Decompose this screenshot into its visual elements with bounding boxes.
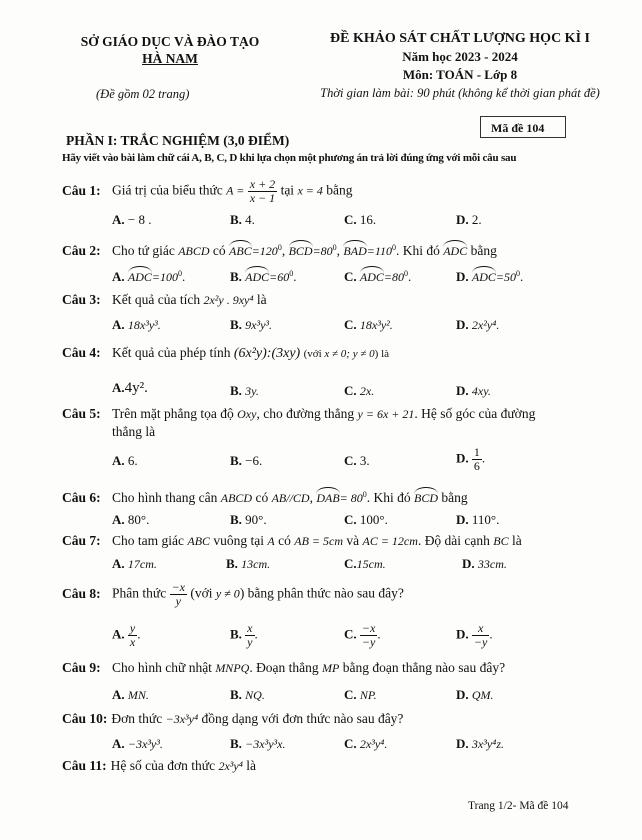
option-key: B. [230, 453, 242, 468]
option-text: 100°. [359, 512, 388, 527]
question-5 [62, 406, 535, 422]
option-key: D. [462, 556, 475, 571]
option-b[interactable]: B. $ADC=60^0$. [230, 266, 297, 285]
option-d[interactable]: D. $\frac{x}{-y}$ . [456, 621, 493, 649]
fraction [248, 178, 277, 205]
option-a[interactable] [112, 453, 138, 469]
angle: ADC [443, 240, 467, 259]
exam-title: ĐỀ KHẢO SÁT CHẤT LƯỢNG HỌC KÌ I [330, 31, 590, 46]
math-expr: y = 6x + 21 [357, 407, 415, 421]
option-d[interactable]: D. $ADC=50^0$. [456, 266, 523, 285]
question-2: Câu 2: Cho tứ giác ABCD có $ABC=120^0$, $BCD=80^0$, $BAD=110^0$. Khi đó ADC bằng [62, 240, 497, 259]
question-label: Câu 5: [62, 406, 101, 421]
option-text: 2x³y⁴. [359, 737, 388, 751]
option-c[interactable] [344, 453, 370, 469]
question-11 [62, 758, 256, 774]
option-text: =60 [269, 270, 290, 284]
option-text: =80 [383, 270, 404, 284]
option-text: 4y². [124, 380, 148, 396]
question-3 [62, 292, 267, 308]
option-c[interactable] [344, 383, 374, 399]
option-text: −3x³y³. [127, 737, 163, 751]
option-key: A. [112, 736, 125, 751]
option-text: NP. [359, 688, 377, 702]
question-7 [62, 533, 522, 549]
math-expr: =120 [251, 244, 278, 258]
question-text: ) bằng phân thức nào sau đây? [239, 585, 404, 601]
option-text: 18x³y³. [127, 318, 161, 332]
numerator: x [247, 621, 253, 635]
angle: ADC [360, 266, 384, 285]
option-d[interactable] [456, 317, 499, 333]
option-key: D. [456, 269, 469, 284]
option-key: A. [112, 269, 125, 284]
question-label: Câu 7: [62, 533, 101, 548]
option-text: 3. [359, 453, 370, 468]
question-text: bằng [322, 182, 353, 198]
question-text: là [508, 533, 522, 548]
option-b[interactable] [230, 317, 272, 333]
section-instruction: Hãy viết vào bài làm chữ cái A, B, C, D khi lựa chọn một phương án trả lời đúng ứng với mỗi câu sau [62, 152, 517, 164]
option-text: −6. [245, 453, 263, 468]
question-text: (với [303, 348, 325, 360]
page-footer: Trang 1/2- Mã đề 104 [468, 800, 569, 812]
option-key: C. [344, 383, 357, 398]
math-expr: 2x³y⁴ [218, 759, 243, 773]
question-text: bằng [467, 243, 497, 258]
option-text: 16. [359, 212, 377, 227]
option-key: B. [230, 212, 242, 227]
degree: 0 [289, 269, 294, 278]
option-c[interactable] [344, 512, 388, 528]
department-name: SỞ GIÁO DỤC VÀ ĐÀO TẠO [80, 34, 260, 49]
math-expr: =110 [366, 244, 392, 258]
math-expr: ABC [187, 534, 211, 548]
option-text: =100 [151, 270, 178, 284]
fraction [128, 622, 137, 649]
option-a[interactable] [112, 556, 157, 572]
numerator: −x [361, 621, 376, 635]
option-key: B. [230, 736, 242, 751]
question-text: Cho hình chữ nhật [112, 660, 216, 675]
option-text: 13cm. [241, 557, 271, 571]
option-d[interactable] [456, 446, 485, 473]
question-9 [62, 660, 505, 676]
department-header [70, 33, 270, 67]
question-text: bằng [438, 490, 468, 505]
option-text: 4xy. [471, 384, 491, 398]
angle: ADC [245, 266, 269, 285]
option-key: A. [112, 626, 125, 642]
option-key: B. [230, 626, 242, 642]
math-expr: MNPQ [215, 661, 250, 675]
denominator: 6 [473, 459, 480, 473]
school-year: Năm học 2023 - 2024 [402, 49, 518, 64]
degree: 0 [178, 269, 182, 278]
question-text: Hệ số của đơn thức [110, 758, 219, 773]
question-text: Đơn thức [111, 711, 166, 726]
denominator: −y [473, 635, 488, 649]
option-key: A. [112, 556, 125, 571]
option-text: 17cm. [127, 557, 157, 571]
option-key: C. [344, 556, 357, 571]
question-4 [62, 345, 389, 362]
option-key: C. [344, 736, 357, 751]
option-text: 18x³y². [359, 318, 393, 332]
option-key: D. [456, 383, 469, 398]
option-key: C. [344, 212, 357, 227]
option-key: D. [456, 317, 469, 332]
fraction [360, 622, 377, 649]
angle: ABC [229, 240, 252, 259]
question-label: Câu 11: [62, 758, 107, 773]
exam-code-box: Mã đề 104 [480, 116, 566, 138]
fraction [245, 622, 254, 649]
option-key: C. [344, 626, 357, 642]
question-text: tại [280, 182, 298, 198]
question-text: . Hệ số góc của đường [414, 406, 536, 421]
option-a[interactable] [112, 512, 149, 528]
question-text: có [252, 490, 272, 505]
exam-header [300, 30, 620, 102]
degree: 0 [332, 243, 337, 252]
option-text: 80°. [127, 512, 150, 527]
option-key: B. [230, 383, 242, 398]
option-c[interactable] [344, 212, 376, 228]
question-text: đồng dạng với đơn thức nào sau đây? [198, 711, 404, 726]
option-a[interactable] [112, 687, 149, 703]
option-key: D. [456, 626, 469, 642]
option-a[interactable] [112, 212, 151, 228]
option-text: 3y. [245, 384, 259, 398]
option-d[interactable] [456, 212, 482, 228]
question-text: và [343, 533, 363, 548]
option-text: NQ. [245, 688, 265, 702]
option-text: − 8 . [127, 212, 152, 227]
option-a[interactable]: A. $\frac{y}{x}$ . [112, 621, 141, 649]
option-b[interactable] [230, 453, 262, 469]
degree: 0 [362, 490, 367, 499]
question-label: Câu 3: [62, 292, 101, 307]
option-a[interactable] [112, 317, 161, 333]
question-6: Câu 6: Cho hình thang cân ABCD có AB//CD, $DAB= 80^0$. Khi đó BCD bằng [62, 487, 468, 506]
degree: 0 [277, 243, 282, 252]
question-text: Phân thức [112, 585, 170, 601]
math-expr: x = 4 [297, 183, 323, 198]
option-a[interactable]: A. $ADC=100^0$. [112, 266, 185, 285]
option-d[interactable] [462, 556, 507, 572]
option-key: C. [344, 453, 357, 468]
math-expr: BC [493, 534, 509, 548]
question-label: Câu 4: [62, 345, 101, 360]
math-expr: AB = 5cm [294, 534, 343, 548]
math-expr: 2x²y . 9xy⁴ [203, 293, 254, 307]
option-c[interactable] [344, 556, 386, 572]
denominator: −y [361, 635, 376, 649]
question-label: Câu 8: [62, 585, 101, 601]
denominator: y [175, 594, 181, 608]
math-expr: (6x²y):(3xy) [233, 346, 301, 361]
question-text: là [242, 758, 256, 773]
option-text: 9x³y³. [245, 318, 273, 332]
option-key: C. [344, 269, 357, 284]
option-text: 6. [127, 453, 138, 468]
option-a[interactable] [112, 380, 148, 397]
angle: DAB [316, 487, 339, 506]
angle: ADC [128, 266, 152, 285]
math-expr: Oxy [237, 407, 257, 421]
numerator: 1 [473, 445, 480, 459]
math-expr: = 80 [339, 491, 363, 505]
math-expr: A [267, 534, 275, 548]
question-text: . Khi đó [395, 243, 444, 258]
option-d[interactable] [456, 512, 499, 528]
option-text: 110°. [471, 512, 500, 527]
question-text: . Đoạn thẳng [249, 660, 323, 675]
option-b[interactable] [230, 212, 255, 228]
time-limit: Thời gian làm bài: 90 phút (không kể thời gian phát đề) [320, 86, 600, 100]
option-c[interactable]: C. $\frac{-x}{-y}$ . [344, 621, 381, 649]
option-b[interactable]: B. $\frac{x}{y}$ . [230, 621, 258, 649]
option-b[interactable] [230, 383, 259, 399]
option-key: B. [230, 512, 242, 527]
degree: 0 [404, 269, 408, 278]
question-label: Câu 10: [62, 711, 108, 726]
angle: BCD [289, 240, 313, 259]
question-text: Kết quả của tích [112, 292, 204, 307]
question-text: (với [187, 585, 216, 601]
option-d[interactable] [456, 383, 491, 399]
question-text: có [209, 243, 230, 258]
question-label: Câu 6: [62, 490, 101, 505]
question-label: Câu 9: [62, 660, 101, 675]
option-key: A. [112, 687, 125, 702]
question-label: Câu 2: [62, 243, 101, 258]
question-10 [62, 711, 403, 727]
option-b[interactable] [230, 687, 265, 703]
option-key: D. [456, 450, 469, 466]
question-text: ) là [374, 348, 390, 360]
numerator: −x [171, 580, 185, 594]
option-key: B. [230, 269, 242, 284]
option-b[interactable] [230, 736, 285, 752]
option-key: D. [456, 687, 469, 702]
question-text: bằng đoạn thẳng nào sau đây? [339, 660, 506, 675]
option-c[interactable] [344, 687, 377, 703]
option-key: C. [344, 687, 357, 702]
option-text: 2x²y⁴. [471, 318, 500, 332]
math-expr: AC = 12cm [362, 534, 418, 548]
option-key: A. [112, 512, 125, 527]
option-c[interactable] [344, 736, 387, 752]
question-text: Kết quả của phép tính [112, 345, 234, 360]
option-c[interactable]: C. $ADC=80^0$. [344, 266, 411, 285]
math-expr: A = [226, 183, 245, 198]
degree: 0 [516, 269, 520, 278]
question-text: . Khi đó [366, 490, 415, 505]
option-b[interactable] [226, 556, 270, 572]
numerator: y [129, 621, 136, 635]
numerator: x [472, 622, 489, 636]
option-key: B. [226, 556, 238, 571]
option-d[interactable] [456, 736, 504, 752]
option-text: 2x. [359, 384, 375, 398]
option-text: MN. [127, 688, 149, 702]
question-1 [62, 178, 353, 205]
question-text: vuông tại [210, 533, 268, 548]
option-key: B. [230, 687, 242, 702]
math-expr: y ≠ 0 [215, 586, 240, 601]
subject: Môn: TOÁN - Lớp 8 [402, 67, 518, 82]
option-key: D. [456, 212, 469, 227]
math-expr: AB//CD [271, 491, 310, 505]
angle: ADC [472, 266, 496, 285]
numerator: x + 2 [249, 177, 276, 191]
question-text: , cho đường thẳng [256, 406, 358, 421]
math-expr: ABCD [220, 491, 253, 505]
question-text: . Độ dài cạnh [417, 533, 494, 548]
math-expr: MP [322, 661, 340, 675]
math-expr: =80 [312, 244, 333, 258]
option-text: 15cm. [356, 557, 386, 571]
degree: 0 [391, 243, 396, 252]
option-text: =50 [495, 270, 516, 284]
question-text: Cho tam giác [112, 533, 188, 548]
question-text: Giá trị của biểu thức [112, 182, 227, 198]
option-text: 4. [245, 212, 255, 227]
question-text: là [253, 292, 267, 307]
denominator: x [129, 635, 136, 649]
math-expr: ABCD [178, 244, 210, 258]
option-a[interactable] [112, 736, 163, 752]
question-label: Câu 1: [62, 182, 101, 198]
option-key: A. [112, 317, 125, 332]
option-key: A. [112, 380, 125, 395]
option-d[interactable] [456, 687, 494, 703]
fraction [472, 446, 482, 473]
option-key: B. [230, 317, 242, 332]
option-text: . [481, 450, 486, 466]
section-title: PHẦN I: TRẮC NGHIỆM (3,0 ĐIỂM) [66, 133, 290, 148]
math-expr: −3x³y⁴ [165, 712, 199, 726]
denominator: y [247, 635, 253, 649]
fraction [170, 581, 187, 608]
option-key: D. [456, 512, 469, 527]
denominator: x − 1 [249, 191, 276, 205]
option-key: C. [344, 317, 357, 332]
question-5-line-2: thẳng là [112, 424, 156, 439]
pages-note: (Đề gồm 02 trang) [96, 87, 190, 101]
option-text: 3x³y⁴z. [471, 737, 504, 751]
math-expr: x ≠ 0; y ≠ 0 [324, 348, 375, 360]
question-text: Trên mặt phẳng tọa độ [112, 406, 238, 421]
question-text: Cho tứ giác [112, 243, 179, 258]
option-key: A. [112, 453, 125, 468]
question-text: có [274, 533, 295, 548]
angle: BCD [414, 487, 438, 506]
option-key: A. [112, 212, 125, 227]
option-text: 33cm. [477, 557, 507, 571]
question-text: Cho hình thang cân [112, 490, 221, 505]
province-name: HÀ NAM [142, 51, 198, 66]
option-key: D. [456, 736, 469, 751]
option-text: 2. [471, 212, 482, 227]
option-text: −3x³y³x. [245, 737, 286, 751]
fraction [472, 622, 489, 649]
option-b[interactable] [230, 512, 267, 528]
angle: BAD [343, 240, 366, 259]
option-text: 90°. [245, 512, 267, 527]
option-c[interactable] [344, 317, 393, 333]
question-8 [62, 581, 404, 608]
option-text: QM. [471, 688, 494, 702]
option-key: C. [344, 512, 357, 527]
